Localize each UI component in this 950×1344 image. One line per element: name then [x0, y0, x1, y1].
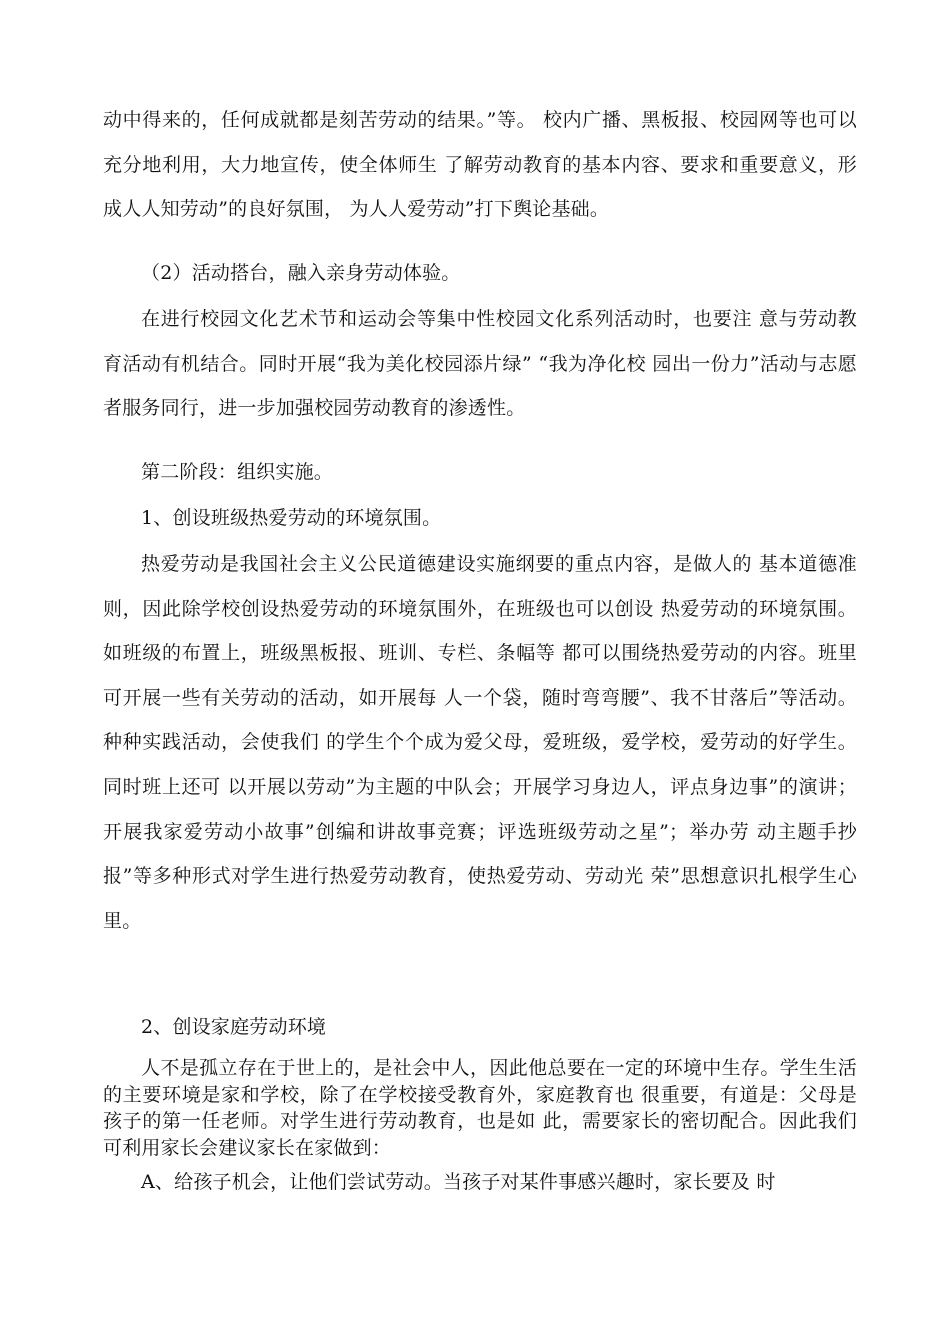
heading-activity-platform: （2）活动搭台，融入亲身劳动体验。	[141, 262, 461, 284]
paragraph-publicity-continued: 动中得来的，任何成就都是刻苦劳动的结果。”等。 校内广播、黑板报、校园网等也可以充分地利用，大力地宣传，使全体师生 了解劳动教育的基本内容、要求和重要意义，形成人人知劳动”的良好氛围， 为人人爱劳动”打下舆论基础。	[103, 109, 857, 221]
heading-phase-two: 第二阶段：组织实施。	[141, 461, 334, 483]
paragraph-give-children-chance: A、给孩子机会，让他们尝试劳动。当孩子对某件事感兴趣时，家长要及 时	[141, 1171, 776, 1193]
heading-class-environment: 1、创设班级热爱劳动的环境氛围。	[141, 507, 442, 529]
heading-family-environment: 2、创设家庭劳动环境	[141, 1016, 327, 1038]
paragraph-campus-activities: 在进行校园文化艺术节和运动会等集中性校园文化系列活动时，也要注 意与劳动教育活动有机结合。同时开展“我为美化校园添片绿” “我为净化校 园出一份力”活动与志愿者服务同行，进一步加强校园劳动教育的渗透性。	[103, 308, 857, 420]
paragraph-class-environment: 热爱劳动是我国社会主义公民道德建设实施纲要的重点内容，是做人的 基本道德准则，因此除学校创设热爱劳动的环境氛围外，在班级也可以创设 热爱劳动的环境氛围。如班级的布置上，班级黑板报、班训、专栏、条幅等 都可以围绕热爱劳动的内容。班里可开展一些有关劳动的活动，如开展每 人一个袋，随时弯弯腰”、我不甘落后”等活动。种种实践活动，会使我们 的学生个个成为爱父母，爱班级，爱学校，爱劳动的好学生。同时班上还可 以开展以劳动”为主题的中队会；开展学习身边人，评点身边事”的演讲； 开展我家爱劳动小故事”创编和讲故事竞赛；评选班级劳动之星”；举办劳 动主题手抄报”等多种形式对学生进行热爱劳动教育，使热爱劳动、劳动光 荣”思想意识扎根学生心里。	[103, 553, 857, 932]
paragraph-family-education: 人不是孤立存在于世上的，是社会中人，因此他总要在一定的环境中生存。学生生活的主要环境是家和学校，除了在学校接受教育外，家庭教育也 很重要，有道是：父母是孩子的第一任老师。对学生进行劳动教育，也是如 此，需要家长的密切配合。因此我们可利用家长会建议家长在家做到：	[103, 1057, 857, 1159]
